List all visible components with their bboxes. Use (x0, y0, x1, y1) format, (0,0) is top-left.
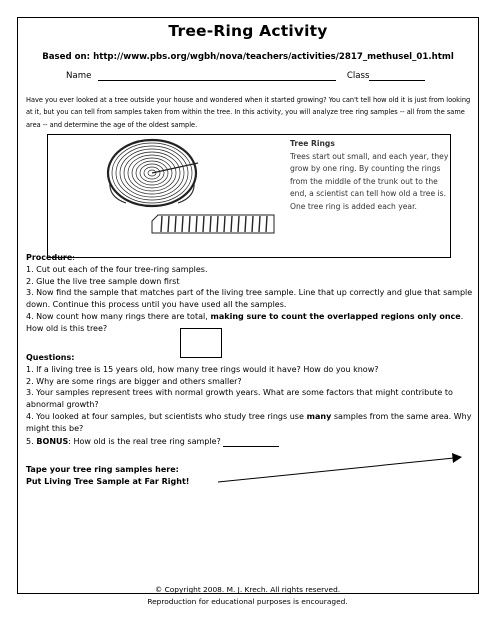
source-url: Based on: http://www.pbs.org/wgbh/nova/teachers/activities/2817_methusel_01.html (42, 52, 454, 62)
questions-heading: Questions: (26, 353, 75, 362)
question-5: 5. BONUS: How old is the real tree ring sample? (26, 435, 476, 448)
reproduction-line: Reproduction for educational purposes is encouraged. (147, 597, 348, 606)
procedure-section: Procedure: 1. Cut out each of the four tree-ring samples. 2. Glue the live tree sample down first 3. Now find the sample that matches part of the living tree sample. Line that up correctly and glue that sample down. Continue this process until you have used all the samples. 4. Now count how many rings there are total, making sure to count the overlapped regions only once. How old is this tree? (26, 252, 476, 335)
copyright-line: © Copyright 2008. M. J. Krech. All rights reserved. (154, 585, 341, 594)
procedure-step-4: 4. Now count how many rings there are total, making sure to count the overlapped regions only once. How old is this tree? (26, 311, 464, 333)
tape-line-2: Put Living Tree Sample at Far Right! (26, 476, 190, 486)
question-4: 4. You looked at four samples, but scientists who study tree rings use many samples from the same area. Why might this be? (26, 411, 472, 433)
question-3: 3. Your samples represent trees with normal growth years. What are some factors that might contribute to abnormal growth? (26, 388, 453, 410)
intro-paragraph: Have you ever looked at a tree outside your house and wondered when it started growing? You can't tell how old it is just from looking at it, but you can tell from samples taken from within the tree. In this activity, you will analyze tree ring samples -- all from the same area -- and determine the age of the oldest sample. (26, 96, 471, 129)
class-label: Class (346, 71, 370, 81)
tape-line-1: Tape your tree ring samples here: (26, 465, 179, 474)
question-2: 2. Why are some rings are bigger and others smaller? (26, 376, 242, 386)
worksheet-page (17, 17, 479, 594)
question-1: 1. If a living tree is 15 years old, how many tree rings would it have? How do you know? (26, 364, 379, 374)
tree-rings-body: Trees start out small, and each year, they grow by one ring. By counting the rings from the middle of the trunk out to the end, a scientist can tell how old a tree is. One tree ring is added each year. (290, 151, 449, 211)
procedure-step-3: 3. Now find the sample that matches part of the living tree sample. Line that up correctly and glue that sample down. Continue this process until you have used all the samples. (26, 288, 473, 310)
procedure-step-1: 1. Cut out each of the four tree-ring samples. (26, 264, 208, 274)
procedure-heading: Procedure (26, 253, 73, 262)
copyright-footer (0, 584, 495, 608)
right-arrow (18, 18, 480, 595)
procedure-step-2: 2. Glue the live tree sample down first (26, 276, 180, 286)
tree-rings-heading: Tree Rings (290, 139, 335, 148)
page-title: Tree-Ring Activity (168, 22, 328, 40)
name-label: Name (66, 71, 92, 81)
